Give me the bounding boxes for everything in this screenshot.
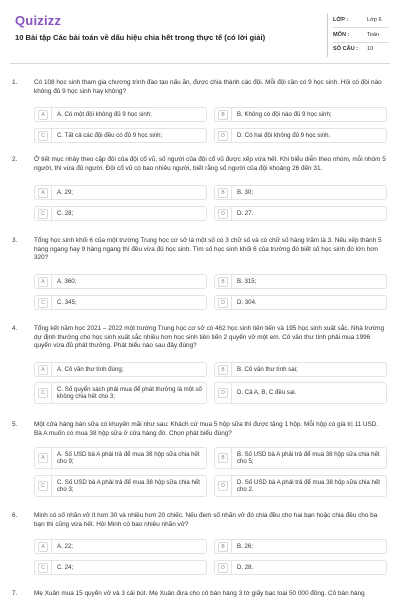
option-letter: D <box>218 481 228 491</box>
question-number: 3. <box>12 237 18 244</box>
option-text: B. Số USD bà A phải trả để mua 38 hộp sữa chia hết cho 5; <box>237 450 380 466</box>
option-letter: C <box>38 209 48 219</box>
option-letter: A <box>38 188 48 198</box>
answer-option-b[interactable] <box>214 539 387 554</box>
option-separator <box>51 383 52 403</box>
meta-label: LỚP : <box>333 17 349 23</box>
option-letter: D <box>218 388 228 398</box>
question-text: Minh có số nhãn vở ít hơn 30 và nhiều hơn 20 chiếc. Nếu đem số nhãn vở đó chia đều cho hai bạn hoặc chia đều cho ba bạn thì cũng vừa hết. Hỏi Minh có bao nhiêu nhãn vở? <box>34 512 378 528</box>
meta-value: 10 <box>367 46 374 52</box>
document-title: 10 Bài tập Các bài toán về dấu hiệu chia hết trong thực tế (có lời giải) <box>15 33 266 42</box>
option-letter: A <box>38 365 48 375</box>
question-number: 4. <box>12 325 18 332</box>
answer-option-b[interactable] <box>214 107 387 122</box>
option-separator <box>231 296 232 309</box>
option-letter: B <box>218 453 228 463</box>
option-text: C. Số USD bà A phải trả để mua 38 hộp sữa chia hết cho 3; <box>57 478 200 494</box>
option-text: D. Số USD bà A phải trả để mua 38 hộp sữa chia hết cho 2. <box>237 478 380 494</box>
header-divider <box>10 63 390 64</box>
option-separator <box>231 363 232 376</box>
question-text: Ở tiết mục nhảy theo cặp đôi của đội cổ vũ, số người của đội cổ vũ được xếp vừa hết. Khi biểu diễn theo nhóm, mỗi nhóm 5 người, thì vừa đủ người. Đội cổ vũ có bao nhiêu người, biết rằng số người của đội khoảng 26 đến 31. <box>34 156 386 172</box>
answer-option-c[interactable] <box>34 206 207 221</box>
option-text: C. 28; <box>57 210 74 217</box>
option-letter: C <box>38 298 48 308</box>
option-letter: A <box>38 277 48 287</box>
option-text: B. Cô văn thư tính sai; <box>237 366 298 373</box>
option-separator <box>231 275 232 288</box>
question-number: 1. <box>12 79 18 86</box>
option-letter: D <box>218 209 228 219</box>
meta-value: Lớp 6 <box>367 17 382 23</box>
option-text: C. Tất cả các đội đều có đủ 9 học sinh; <box>57 132 163 139</box>
option-text: D. Có hai đội không đủ 9 học sinh. <box>237 132 331 139</box>
answer-option-c[interactable] <box>34 382 207 404</box>
option-letter: A <box>38 110 48 120</box>
option-text: A. 29; <box>57 189 73 196</box>
option-letter: D <box>218 298 228 308</box>
question-number: 5. <box>12 421 18 428</box>
answer-option-c[interactable] <box>34 128 207 143</box>
option-letter: B <box>218 365 228 375</box>
answer-option-a[interactable] <box>34 107 207 122</box>
option-text: B. 26; <box>237 543 253 550</box>
worksheet-header <box>0 0 400 62</box>
option-text: A. 22; <box>57 543 73 550</box>
option-text: C. 24; <box>57 564 74 571</box>
option-text: B. Không có đội nào đủ 9 học sinh; <box>237 111 332 118</box>
option-letter: C <box>38 481 48 491</box>
answer-option-d[interactable] <box>214 128 387 143</box>
question-text: Mẹ Xuân mua 15 quyển vở và 3 cái bút. Mẹ Xuân đưa cho cô bán hàng 3 tờ giấy bạc loại 50 000 đồng. Cô bán hàng <box>34 590 365 597</box>
answer-option-b[interactable] <box>214 362 387 377</box>
option-letter: B <box>218 110 228 120</box>
option-separator <box>231 448 232 468</box>
meta-label: SỐ CÂU : <box>333 46 359 52</box>
option-separator <box>231 108 232 121</box>
answer-option-a[interactable] <box>34 362 207 377</box>
answer-option-d[interactable] <box>214 560 387 575</box>
question-text: Tổng học sinh khối 6 của một trường Trung học cơ sở là một số có 3 chữ số và có chữ số hàng trăm là 3. Nếu xếp thành 5 hàng ngang hay 9 hàng ngang thì đều vừa đủ học sinh. Tìm số học sinh khối 6 của trường đó biết số học sinh đó lớn hơn 320? <box>34 237 382 262</box>
option-separator <box>231 129 232 142</box>
option-letter: A <box>38 542 48 552</box>
option-separator <box>51 448 52 468</box>
question-number: 2. <box>12 156 18 163</box>
option-letter: C <box>38 388 48 398</box>
option-letter: C <box>38 131 48 141</box>
answer-option-a[interactable] <box>34 274 207 289</box>
answer-option-d[interactable] <box>214 206 387 221</box>
answer-option-c[interactable] <box>34 295 207 310</box>
option-letter: D <box>218 563 228 573</box>
option-text: A. 360; <box>57 278 77 285</box>
option-separator <box>231 207 232 220</box>
option-separator <box>51 129 52 142</box>
option-letter: C <box>38 563 48 573</box>
answer-option-b[interactable] <box>214 185 387 200</box>
option-text: B. 315; <box>237 278 257 285</box>
meta-label: MÔN : <box>333 32 350 38</box>
option-letter: B <box>218 188 228 198</box>
option-text: B. 30; <box>237 189 253 196</box>
question-number: 7. <box>12 590 18 597</box>
option-text: D. Cả A, B, C đều sai. <box>237 389 297 396</box>
answer-option-a[interactable] <box>34 447 207 469</box>
option-text: C. 345; <box>57 299 77 306</box>
option-separator <box>231 561 232 574</box>
option-text: A. Số USD bà A phải trả để mua 38 hộp sữa chia hết cho 9; <box>57 450 200 466</box>
option-separator <box>231 476 232 496</box>
option-separator <box>231 540 232 553</box>
option-text: D. 304. <box>237 299 257 306</box>
option-letter: A <box>38 453 48 463</box>
answer-option-d[interactable] <box>214 295 387 310</box>
option-separator <box>51 207 52 220</box>
option-separator <box>51 476 52 496</box>
meta-row-class <box>327 14 389 28</box>
option-letter: B <box>218 542 228 552</box>
answer-option-a[interactable] <box>34 539 207 554</box>
option-text: D. 27. <box>237 210 254 217</box>
option-separator <box>51 108 52 121</box>
meta-value: Toán <box>367 32 380 38</box>
answer-option-a[interactable] <box>34 185 207 200</box>
option-text: A. Cô văn thư tính đúng; <box>57 366 124 373</box>
answer-option-b[interactable] <box>214 274 387 289</box>
meta-row-subject <box>327 29 389 43</box>
option-separator <box>51 540 52 553</box>
answer-option-b[interactable] <box>214 447 387 469</box>
option-letter: B <box>218 277 228 287</box>
quizizz-logo: Quizizz <box>15 13 62 28</box>
option-separator <box>231 186 232 199</box>
option-separator <box>51 561 52 574</box>
question-text: Một cửa hàng bán sữa có khuyến mãi như sau: Khách cứ mua 5 hộp sữa thì được tặng 1 hộp. Mỗi hộp có giá trị 11 USD. Bà A muốn có mua 38 hộp sữa ở cửa hàng đó. Chọn phát biểu đúng? <box>34 421 379 437</box>
option-separator <box>51 186 52 199</box>
option-text: C. Số quyển sách phải mua để phát thưởng là một số không chia hết cho 3; <box>57 385 202 401</box>
option-separator <box>231 383 232 403</box>
answer-option-d[interactable] <box>214 475 387 497</box>
question-text: Tổng kết năm học 2021 – 2022 một trường Trung học cơ sở có 462 học sinh tiên tiến và 195 học sinh xuất sắc. Nhà trường dự định thưởng cho học sinh xuất sắc nhiều hơn học sinh tiên tiến 2 quyển vở một em. Cô văn thư tính phải mua 1996 quyển vừa đủ phát thưởng. Phát biểu nào sau đây đúng? <box>34 325 385 350</box>
answer-option-d[interactable] <box>214 382 387 404</box>
question-number: 6. <box>12 512 18 519</box>
option-text: D. 28. <box>237 564 254 571</box>
answer-option-c[interactable] <box>34 475 207 497</box>
option-separator <box>51 275 52 288</box>
option-separator <box>51 296 52 309</box>
question-text: Có 108 học sinh tham gia chương trình đào tạo nấu ăn, được chia thành các đội. Mỗi đội cần có 9 học sinh. Hỏi có đội nào không đủ 9 học sinh hay không? <box>34 79 382 95</box>
answer-option-c[interactable] <box>34 560 207 575</box>
option-letter: D <box>218 131 228 141</box>
option-separator <box>51 363 52 376</box>
meta-row-separator <box>333 27 389 28</box>
option-text: A. Có một đội không đủ 9 học sinh; <box>57 111 152 118</box>
meta-row-count <box>327 43 389 57</box>
